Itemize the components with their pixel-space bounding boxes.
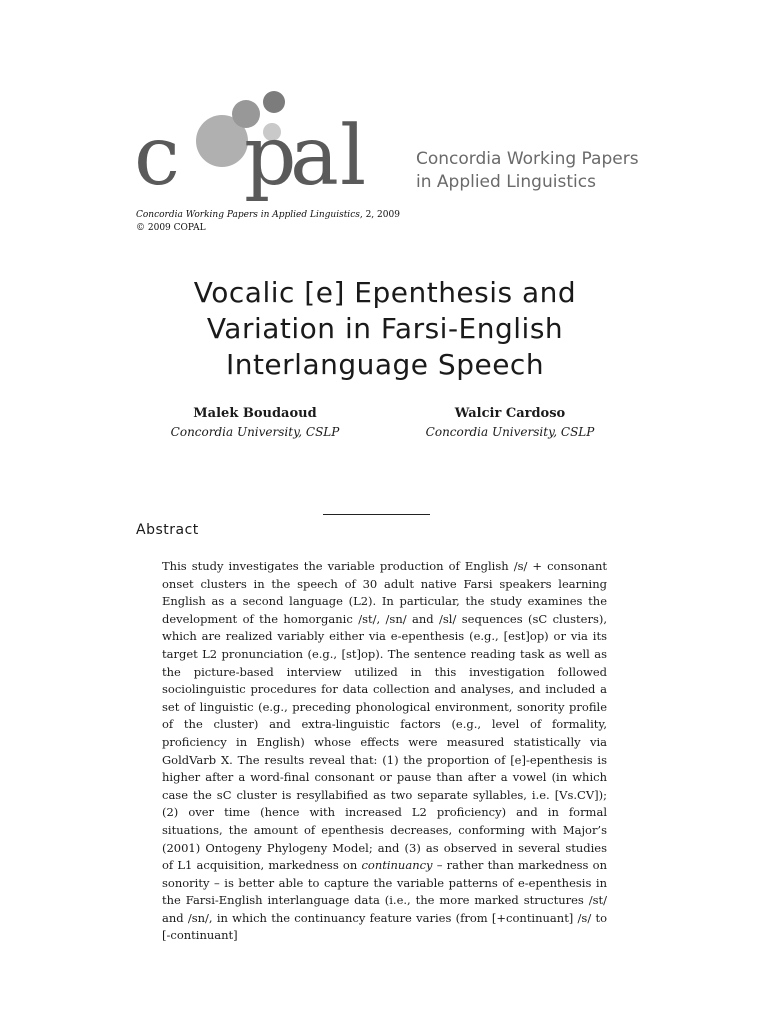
logo-letter-p: p: [244, 109, 297, 204]
title-line-3: Interlanguage Speech: [225, 348, 545, 381]
title-line-2: Variation in Farsi-English: [206, 312, 564, 345]
author-block-1: [135, 405, 375, 441]
logo-letter-l: l: [340, 109, 367, 204]
author-name: Malek Boudaoud: [193, 406, 317, 421]
copal-logo: [134, 88, 644, 208]
title-line-1: Vocalic [e] Epenthesis and: [193, 276, 577, 309]
author-block-2: [390, 405, 630, 441]
citation-journal: Concordia Working Papers in Applied Linguistics: [136, 210, 360, 220]
abstract-heading: Abstract: [136, 522, 199, 538]
paper-title: [140, 275, 630, 383]
citation: [136, 209, 400, 235]
author-affiliation: Concordia University, CSLP: [170, 425, 340, 439]
author-name: Walcir Cardoso: [454, 406, 566, 421]
journal-name: [416, 148, 639, 194]
abstract-text-part-2: – rather than markedness on sonority – is better able to capture the variable patterns of e-epenthesis in the Farsi-English interlanguage data (i.e., the more marked structures /st/ and /sn/, in which the continuancy feature varies (from [+continuant] /s/ to [-continuant]: [162, 858, 607, 943]
author-affiliation: Concordia University, CSLP: [425, 425, 595, 439]
copyright-line: © 2009 COPAL: [136, 223, 206, 233]
citation-line: [136, 209, 400, 222]
abstract-italic-term: continuancy: [361, 858, 433, 873]
journal-name-line-2: in Applied Linguistics: [416, 172, 596, 192]
logo-letter-a: a: [290, 109, 339, 204]
journal-name-line-1: Concordia Working Papers: [416, 149, 639, 169]
logo-letter-c: c: [134, 109, 180, 204]
copal-logo-graphic: [134, 88, 394, 208]
separator-rule: [323, 514, 430, 515]
abstract-body: [162, 558, 607, 945]
abstract-text-part-1: This study investigates the variable production of English /s/ + consonant onset clusters in the speech of 30 adult native Farsi speakers learning English as a second language (L2). In particular, the study examines the development of the homorganic /st/, /sn/ and /sl/ sequences (sC clusters), which are realized variably either via e-epenthesis (e.g., [est]op) or via its target L2 pronunciation (e.g., [st]op). The sentence reading task as well as the picture-based interview utilized in this investigation followed sociolinguistic procedures for data collection and analyses, and included a set of linguistic (e.g., preceding phonological environment, sonority profile of the cluster) and extra-linguistic factors (e.g., level of formality, proficiency in English) whose effects were measured statistically via GoldVarb X. The results reveal that: (1) the proportion of [e]-epenthesis is higher after a word-final consonant or pause than after a vowel (in which case the sC cluster is resyllabified as two separate syllables, i.e. [Vs.CV]); (2) over time (hence with increased L2 proficiency) and in formal situations, the amount of epenthesis decreases, conforming with Major’s (2001) Ontogeny Phylogeny Model; and (3) as observed in several studies of L1 acquisition, markedness on: [162, 559, 607, 873]
citation-volume-year: , 2, 2009: [359, 210, 400, 220]
